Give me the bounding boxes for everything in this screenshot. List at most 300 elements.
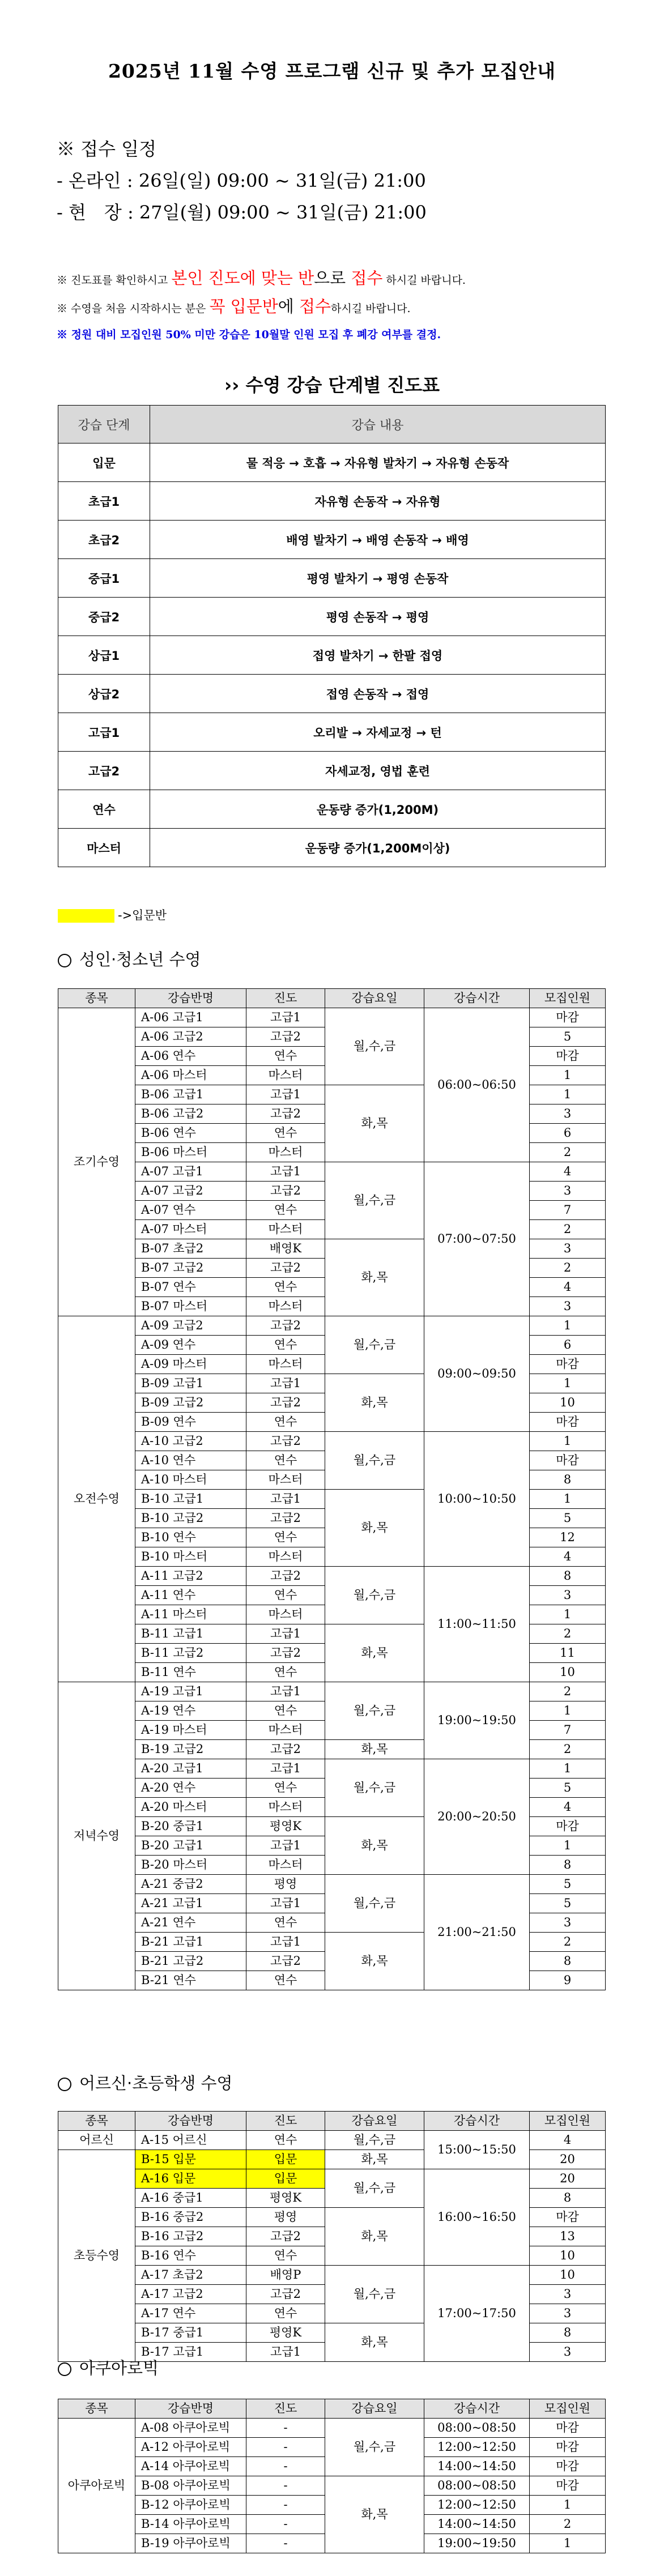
column-header: 강습반명: [135, 2399, 246, 2419]
capacity-cell: 11: [530, 1644, 606, 1663]
class-name-cell: A-10 연수: [135, 1451, 246, 1470]
level-cell: 고급1: [246, 1085, 325, 1104]
column-header: 강습시간: [424, 2112, 530, 2131]
level-cell: -: [246, 2438, 325, 2457]
days-cell: 월,수,금: [325, 1432, 424, 1490]
capacity-cell: 마감: [530, 2208, 606, 2227]
level-cell: 연수: [246, 2131, 325, 2150]
capacity-cell: 20: [530, 2150, 606, 2169]
capacity-cell: 1: [530, 1836, 606, 1856]
capacity-cell: 1: [530, 1605, 606, 1624]
table-row: [58, 1759, 606, 1779]
days-cell: 화,목: [325, 2208, 424, 2266]
capacity-cell: 8: [530, 1952, 606, 1971]
level-cell: 연수: [246, 1663, 325, 1682]
content-cell: 배영 발차기 → 배영 손동작 → 배영: [150, 521, 606, 559]
class-name-cell: A-19 고급1: [135, 1682, 246, 1701]
class-name-cell: A-08 아쿠아로빅: [135, 2419, 246, 2438]
notice-text: 에: [278, 297, 299, 316]
notice-text: ※ 수영을 처음 시작하시는 분은: [57, 302, 210, 315]
table-row: [58, 1875, 606, 1894]
level-cell: 고급1: [246, 1682, 325, 1701]
level-cell: 고급1: [246, 1008, 325, 1027]
level-cell: 고급1: [246, 1490, 325, 1509]
days-cell: 월,수,금: [325, 1162, 424, 1239]
table-row: [58, 752, 606, 790]
column-header: 강습 내용: [150, 406, 606, 443]
content-cell: 평영 발차기 → 평영 손동작: [150, 559, 606, 598]
level-cell: 연수: [246, 1528, 325, 1547]
capacity-cell: 마감: [530, 1047, 606, 1066]
column-header: 종목: [58, 2112, 135, 2131]
column-header: 진도: [246, 2399, 325, 2419]
table-row: [58, 790, 606, 829]
content-cell: 자유형 손동작 → 자유형: [150, 482, 606, 521]
capacity-cell: 3: [530, 1239, 606, 1259]
table-row: [58, 559, 606, 598]
level-cell: 평영K: [246, 2189, 325, 2208]
table-row: [58, 1316, 606, 1336]
time-cell: 14:00~14:50: [424, 2457, 530, 2476]
class-name-cell: B-11 연수: [135, 1663, 246, 1682]
capacity-cell: 4: [530, 1798, 606, 1817]
capacity-cell: 1: [530, 1490, 606, 1509]
class-name-cell: A-10 마스터: [135, 1470, 246, 1490]
legend-swatch: [58, 909, 114, 923]
registration-schedule: [57, 133, 427, 228]
registration-online: - 온라인 : 26일(일) 09:00 ~ 31일(금) 21:00: [57, 170, 426, 191]
table-row: [58, 1008, 606, 1027]
section-label: 어르신·초등학생 수영: [79, 2074, 233, 2093]
class-name-cell: A-07 고급2: [135, 1182, 246, 1201]
column-header: 진도: [246, 2112, 325, 2131]
registration-onsite: - 현 장 : 27일(월) 09:00 ~ 31일(금) 21:00: [57, 202, 427, 223]
class-name-cell: A-07 연수: [135, 1201, 246, 1220]
table-row: [58, 1162, 606, 1182]
class-name-cell: A-21 중급2: [135, 1875, 246, 1894]
category-cell: 아쿠아로빅: [58, 2419, 135, 2553]
level-cell: 고급2: [246, 1644, 325, 1663]
legend-label: ->입문반: [118, 909, 167, 922]
adult-schedule-table: [58, 988, 606, 1990]
level-cell: -: [246, 2496, 325, 2515]
time-cell: 10:00~10:50: [424, 1432, 530, 1567]
level-cell: 입문: [246, 2150, 325, 2169]
circle-bullet-icon: [58, 2362, 71, 2376]
days-cell: 월,수,금: [325, 1682, 424, 1740]
table-row: [58, 1567, 606, 1586]
level-cell: 마스터: [246, 1798, 325, 1817]
level-cell: 연수: [246, 1047, 325, 1066]
level-cell: 고급2: [246, 1509, 325, 1528]
class-name-cell: A-21 연수: [135, 1913, 246, 1933]
capacity-cell: 1: [530, 1066, 606, 1085]
table-row: [58, 713, 606, 752]
level-cell: 고급2: [58, 752, 150, 790]
table-row: [58, 2131, 606, 2150]
class-name-cell: B-10 연수: [135, 1528, 246, 1547]
content-cell: 운동량 증가(1,200M이상): [150, 829, 606, 867]
class-name-cell: A-16 입문: [135, 2169, 246, 2189]
class-name-cell: B-08 아쿠아로빅: [135, 2476, 246, 2496]
level-cell: 연수: [246, 1913, 325, 1933]
table-row: [58, 2476, 606, 2496]
days-cell: 화,목: [325, 1624, 424, 1682]
content-cell: 운동량 증가(1,200M): [150, 790, 606, 829]
days-cell: 월,수,금: [325, 1008, 424, 1085]
class-name-cell: A-09 고급2: [135, 1316, 246, 1336]
level-cell: 마스터: [246, 1856, 325, 1875]
capacity-cell: 4: [530, 1162, 606, 1182]
level-cell: 연수: [246, 1124, 325, 1143]
capacity-cell: 3: [530, 2304, 606, 2323]
level-cell: 고급1: [246, 1162, 325, 1182]
capacity-cell: 5: [530, 1894, 606, 1913]
capacity-cell: 3: [530, 1182, 606, 1201]
class-name-cell: A-19 연수: [135, 1701, 246, 1721]
class-name-cell: A-11 고급2: [135, 1567, 246, 1586]
level-cell: 마스터: [246, 1547, 325, 1567]
class-name-cell: B-21 연수: [135, 1971, 246, 1990]
level-cell: 고급2: [246, 1104, 325, 1124]
level-cell: -: [246, 2515, 325, 2534]
category-cell: 저녁수영: [58, 1682, 135, 1990]
notice-text: ※ 진도표를 확인하시고: [57, 274, 172, 287]
class-name-cell: A-20 마스터: [135, 1798, 246, 1817]
notice-emphasis: 접수: [299, 297, 331, 316]
class-name-cell: B-10 고급2: [135, 1509, 246, 1528]
column-header: 강습반명: [135, 2112, 246, 2131]
capacity-cell: 1: [530, 1701, 606, 1721]
level-cell: 초급2: [58, 521, 150, 559]
content-cell: 자세교정, 영법 훈련: [150, 752, 606, 790]
content-cell: 접영 발차기 → 한팔 접영: [150, 636, 606, 675]
level-cell: -: [246, 2419, 325, 2438]
class-name-cell: B-10 마스터: [135, 1547, 246, 1567]
aqua-schedule-table: [58, 2399, 606, 2553]
level-cell: 평영: [246, 2208, 325, 2227]
capacity-cell: 8: [530, 2189, 606, 2208]
capacity-cell: 12: [530, 1528, 606, 1547]
days-cell: 화,목: [325, 1817, 424, 1875]
class-name-cell: A-09 마스터: [135, 1355, 246, 1374]
level-cell: 연수: [246, 1701, 325, 1721]
days-cell: 월,수,금: [325, 2131, 424, 2150]
level-cell: 고급2: [246, 2227, 325, 2246]
class-name-cell: A-09 연수: [135, 1336, 246, 1355]
capacity-cell: 2: [530, 1143, 606, 1162]
level-cell: 입문: [246, 2169, 325, 2189]
capacity-cell: 8: [530, 2323, 606, 2343]
legend: [58, 906, 167, 923]
class-name-cell: A-15 어르신: [135, 2131, 246, 2150]
class-name-cell: A-17 초급2: [135, 2266, 246, 2285]
capacity-cell: 마감: [530, 1817, 606, 1836]
time-cell: 21:00~21:50: [424, 1875, 530, 1990]
capacity-cell: 6: [530, 1124, 606, 1143]
notice-emphasis: 접수: [351, 268, 383, 288]
capacity-cell: 3: [530, 1913, 606, 1933]
notice-list: [57, 265, 466, 348]
column-header: 강습요일: [325, 2399, 424, 2419]
category-cell: 조기수영: [58, 1008, 135, 1316]
column-header: 종목: [58, 2399, 135, 2419]
days-cell: 월,수,금: [325, 1875, 424, 1933]
level-cell: -: [246, 2457, 325, 2476]
level-cell: 마스터: [246, 1605, 325, 1624]
class-name-cell: B-07 고급2: [135, 1259, 246, 1278]
class-name-cell: B-14 아쿠아로빅: [135, 2515, 246, 2534]
capacity-cell: 10: [530, 2246, 606, 2266]
capacity-cell: 1: [530, 1432, 606, 1451]
column-header: 모집인원: [530, 2399, 606, 2419]
class-name-cell: A-14 아쿠아로빅: [135, 2457, 246, 2476]
section-label: 아쿠아로빅: [79, 2359, 159, 2378]
header-row: [58, 2399, 606, 2419]
class-name-cell: A-11 마스터: [135, 1605, 246, 1624]
class-name-cell: B-09 연수: [135, 1413, 246, 1432]
capacity-cell: 4: [530, 2131, 606, 2150]
notice-text: 하시길 바랍니다.: [331, 302, 411, 315]
time-cell: 12:00~12:50: [424, 2496, 530, 2515]
time-cell: 17:00~17:50: [424, 2266, 530, 2362]
class-name-cell: B-17 고급1: [135, 2343, 246, 2362]
capacity-cell: 13: [530, 2227, 606, 2246]
capacity-cell: 7: [530, 1201, 606, 1220]
level-cell: 고급2: [246, 1567, 325, 1586]
class-name-cell: A-06 고급1: [135, 1008, 246, 1027]
content-cell: 접영 손동작 → 접영: [150, 675, 606, 713]
level-cell: 고급1: [246, 1894, 325, 1913]
time-cell: 06:00~06:50: [424, 1008, 530, 1162]
time-cell: 19:00~19:50: [424, 2534, 530, 2553]
capacity-cell: 마감: [530, 1451, 606, 1470]
level-cell: 고급2: [246, 1259, 325, 1278]
time-cell: 08:00~08:50: [424, 2419, 530, 2438]
level-cell: 초급1: [58, 482, 150, 521]
level-cell: 고급1: [246, 1759, 325, 1779]
class-name-cell: B-17 중급1: [135, 2323, 246, 2343]
level-cell: 마스터: [246, 1470, 325, 1490]
section-title-aqua: [58, 2356, 159, 2379]
column-header: 종목: [58, 989, 135, 1008]
class-name-cell: A-06 연수: [135, 1047, 246, 1066]
level-cell: 고급2: [246, 1027, 325, 1047]
class-name-cell: B-06 마스터: [135, 1143, 246, 1162]
capacity-cell: 2: [530, 1740, 606, 1759]
time-cell: 12:00~12:50: [424, 2438, 530, 2457]
class-name-cell: A-06 마스터: [135, 1066, 246, 1085]
level-cell: 고급2: [246, 2285, 325, 2304]
column-header: 모집인원: [530, 989, 606, 1008]
class-name-cell: B-21 고급2: [135, 1952, 246, 1971]
capacity-cell: 1: [530, 1085, 606, 1104]
class-name-cell: B-11 고급1: [135, 1624, 246, 1644]
class-name-cell: B-20 중급1: [135, 1817, 246, 1836]
level-cell: 연수: [246, 1779, 325, 1798]
time-cell: 08:00~08:50: [424, 2476, 530, 2496]
time-cell: 07:00~07:50: [424, 1162, 530, 1316]
header-row: [58, 989, 606, 1008]
capacity-cell: 8: [530, 1470, 606, 1490]
capacity-cell: 5: [530, 1779, 606, 1798]
table-row: [58, 2266, 606, 2285]
circle-bullet-icon: [58, 2078, 71, 2091]
content-cell: 오리발 → 자세교정 → 턴: [150, 713, 606, 752]
level-cell: 마스터: [246, 1220, 325, 1239]
capacity-cell: 1: [530, 2534, 606, 2553]
level-cell: 배영K: [246, 1239, 325, 1259]
capacity-cell: 3: [530, 1104, 606, 1124]
days-cell: 화,목: [325, 2476, 424, 2553]
table-row: [58, 1682, 606, 1701]
table-row: [58, 675, 606, 713]
column-header: 모집인원: [530, 2112, 606, 2131]
capacity-cell: 6: [530, 1336, 606, 1355]
level-cell: 연수: [246, 1201, 325, 1220]
level-cell: 고급2: [246, 1432, 325, 1451]
class-name-cell: A-21 고급1: [135, 1894, 246, 1913]
days-cell: 화,목: [325, 1933, 424, 1990]
level-cell: 연수: [246, 2304, 325, 2323]
category-cell: 초등수영: [58, 2150, 135, 2362]
level-cell: 상급2: [58, 675, 150, 713]
class-name-cell: A-20 연수: [135, 1779, 246, 1798]
capacity-cell: 2: [530, 1624, 606, 1644]
class-name-cell: B-19 고급2: [135, 1740, 246, 1759]
progress-table-title: ›› 수영 강습 단계별 진도표: [224, 374, 440, 396]
class-name-cell: B-19 아쿠아로빅: [135, 2534, 246, 2553]
level-cell: 마스터: [246, 1355, 325, 1374]
level-cell: 연수: [246, 1278, 325, 1297]
days-cell: 월,수,금: [325, 1759, 424, 1817]
section-title-child: [58, 2071, 233, 2094]
table-row: [58, 598, 606, 636]
level-cell: 마스터: [246, 1143, 325, 1162]
class-name-cell: B-07 연수: [135, 1278, 246, 1297]
time-cell: 15:00~15:50: [424, 2131, 530, 2169]
days-cell: 화,목: [325, 1239, 424, 1316]
capacity-cell: 마감: [530, 2457, 606, 2476]
content-cell: 평영 손동작 → 평영: [150, 598, 606, 636]
capacity-cell: 5: [530, 1875, 606, 1894]
notice-emphasis: 본인 진도에 맞는 반: [171, 268, 314, 288]
class-name-cell: B-06 고급1: [135, 1085, 246, 1104]
class-name-cell: B-16 연수: [135, 2246, 246, 2266]
capacity-cell: 5: [530, 1027, 606, 1047]
level-cell: 연수: [58, 790, 150, 829]
level-cell: 고급1: [246, 1624, 325, 1644]
level-cell: 연수: [246, 1971, 325, 1990]
days-cell: 화,목: [325, 1374, 424, 1432]
level-cell: 고급1: [246, 1933, 325, 1952]
capacity-cell: 2: [530, 1933, 606, 1952]
class-name-cell: B-09 고급2: [135, 1393, 246, 1413]
level-cell: 연수: [246, 1586, 325, 1605]
level-cell: 평영K: [246, 1817, 325, 1836]
class-name-cell: B-06 고급2: [135, 1104, 246, 1124]
class-name-cell: B-15 입문: [135, 2150, 246, 2169]
level-cell: 고급2: [246, 1393, 325, 1413]
level-cell: 배영P: [246, 2266, 325, 2285]
class-name-cell: B-11 고급2: [135, 1644, 246, 1663]
content-cell: 물 적응 → 호흡 → 자유형 발차기 → 자유형 손동작: [150, 443, 606, 482]
time-cell: 09:00~09:50: [424, 1316, 530, 1432]
days-cell: 월,수,금: [325, 2419, 424, 2476]
capacity-cell: 8: [530, 1856, 606, 1875]
section-title-adult: [58, 947, 201, 970]
column-header: 강습요일: [325, 2112, 424, 2131]
section-label: 성인·청소년 수영: [79, 950, 201, 969]
column-header: 강습시간: [424, 989, 530, 1008]
page-title: 2025년 11월 수영 프로그램 신규 및 추가 모집안내: [108, 60, 556, 82]
column-header: 강습반명: [135, 989, 246, 1008]
class-name-cell: A-17 연수: [135, 2304, 246, 2323]
class-name-cell: A-07 마스터: [135, 1220, 246, 1239]
capacity-cell: 1: [530, 1374, 606, 1393]
table-row: [58, 2419, 606, 2438]
notice-2: [57, 293, 466, 322]
capacity-cell: 4: [530, 1547, 606, 1567]
class-name-cell: B-20 마스터: [135, 1856, 246, 1875]
category-cell: 오전수영: [58, 1316, 135, 1682]
capacity-cell: 3: [530, 1297, 606, 1316]
level-cell: -: [246, 2534, 325, 2553]
level-cell: 평영K: [246, 2323, 325, 2343]
capacity-cell: 9: [530, 1971, 606, 1990]
days-cell: 월,수,금: [325, 2169, 424, 2208]
column-header: 강습 단계: [58, 406, 150, 443]
level-cell: 고급1: [246, 2343, 325, 2362]
time-cell: 11:00~11:50: [424, 1567, 530, 1682]
capacity-cell: 마감: [530, 2476, 606, 2496]
days-cell: 화,목: [325, 1740, 424, 1759]
class-name-cell: A-07 고급1: [135, 1162, 246, 1182]
class-name-cell: B-07 초급2: [135, 1239, 246, 1259]
level-cell: 마스터: [246, 1066, 325, 1085]
class-name-cell: A-16 중급1: [135, 2189, 246, 2208]
days-cell: 화,목: [325, 2150, 424, 2169]
class-name-cell: A-10 고급2: [135, 1432, 246, 1451]
class-name-cell: B-16 중급2: [135, 2208, 246, 2227]
class-name-cell: A-17 고급2: [135, 2285, 246, 2304]
capacity-cell: 1: [530, 1759, 606, 1779]
days-cell: 화,목: [325, 1490, 424, 1567]
notice-text: 하시길 바랍니다.: [382, 274, 466, 287]
days-cell: 월,수,금: [325, 2266, 424, 2323]
class-name-cell: A-20 고급1: [135, 1759, 246, 1779]
level-cell: 고급2: [246, 1316, 325, 1336]
capacity-cell: 3: [530, 2343, 606, 2362]
capacity-cell: 10: [530, 1393, 606, 1413]
class-name-cell: B-06 연수: [135, 1124, 246, 1143]
table-row: [58, 521, 606, 559]
capacity-cell: 3: [530, 2285, 606, 2304]
capacity-cell: 마감: [530, 2419, 606, 2438]
level-cell: 마스터: [58, 829, 150, 867]
days-cell: 화,목: [325, 1085, 424, 1162]
table-row: [58, 443, 606, 482]
level-cell: 마스터: [246, 1297, 325, 1316]
capacity-cell: 4: [530, 1278, 606, 1297]
level-cell: 입문: [58, 443, 150, 482]
class-name-cell: B-09 고급1: [135, 1374, 246, 1393]
capacity-cell: 마감: [530, 1413, 606, 1432]
category-cell: 어르신: [58, 2131, 135, 2150]
capacity-cell: 8: [530, 1567, 606, 1586]
table-row: [58, 482, 606, 521]
column-header: 강습요일: [325, 989, 424, 1008]
